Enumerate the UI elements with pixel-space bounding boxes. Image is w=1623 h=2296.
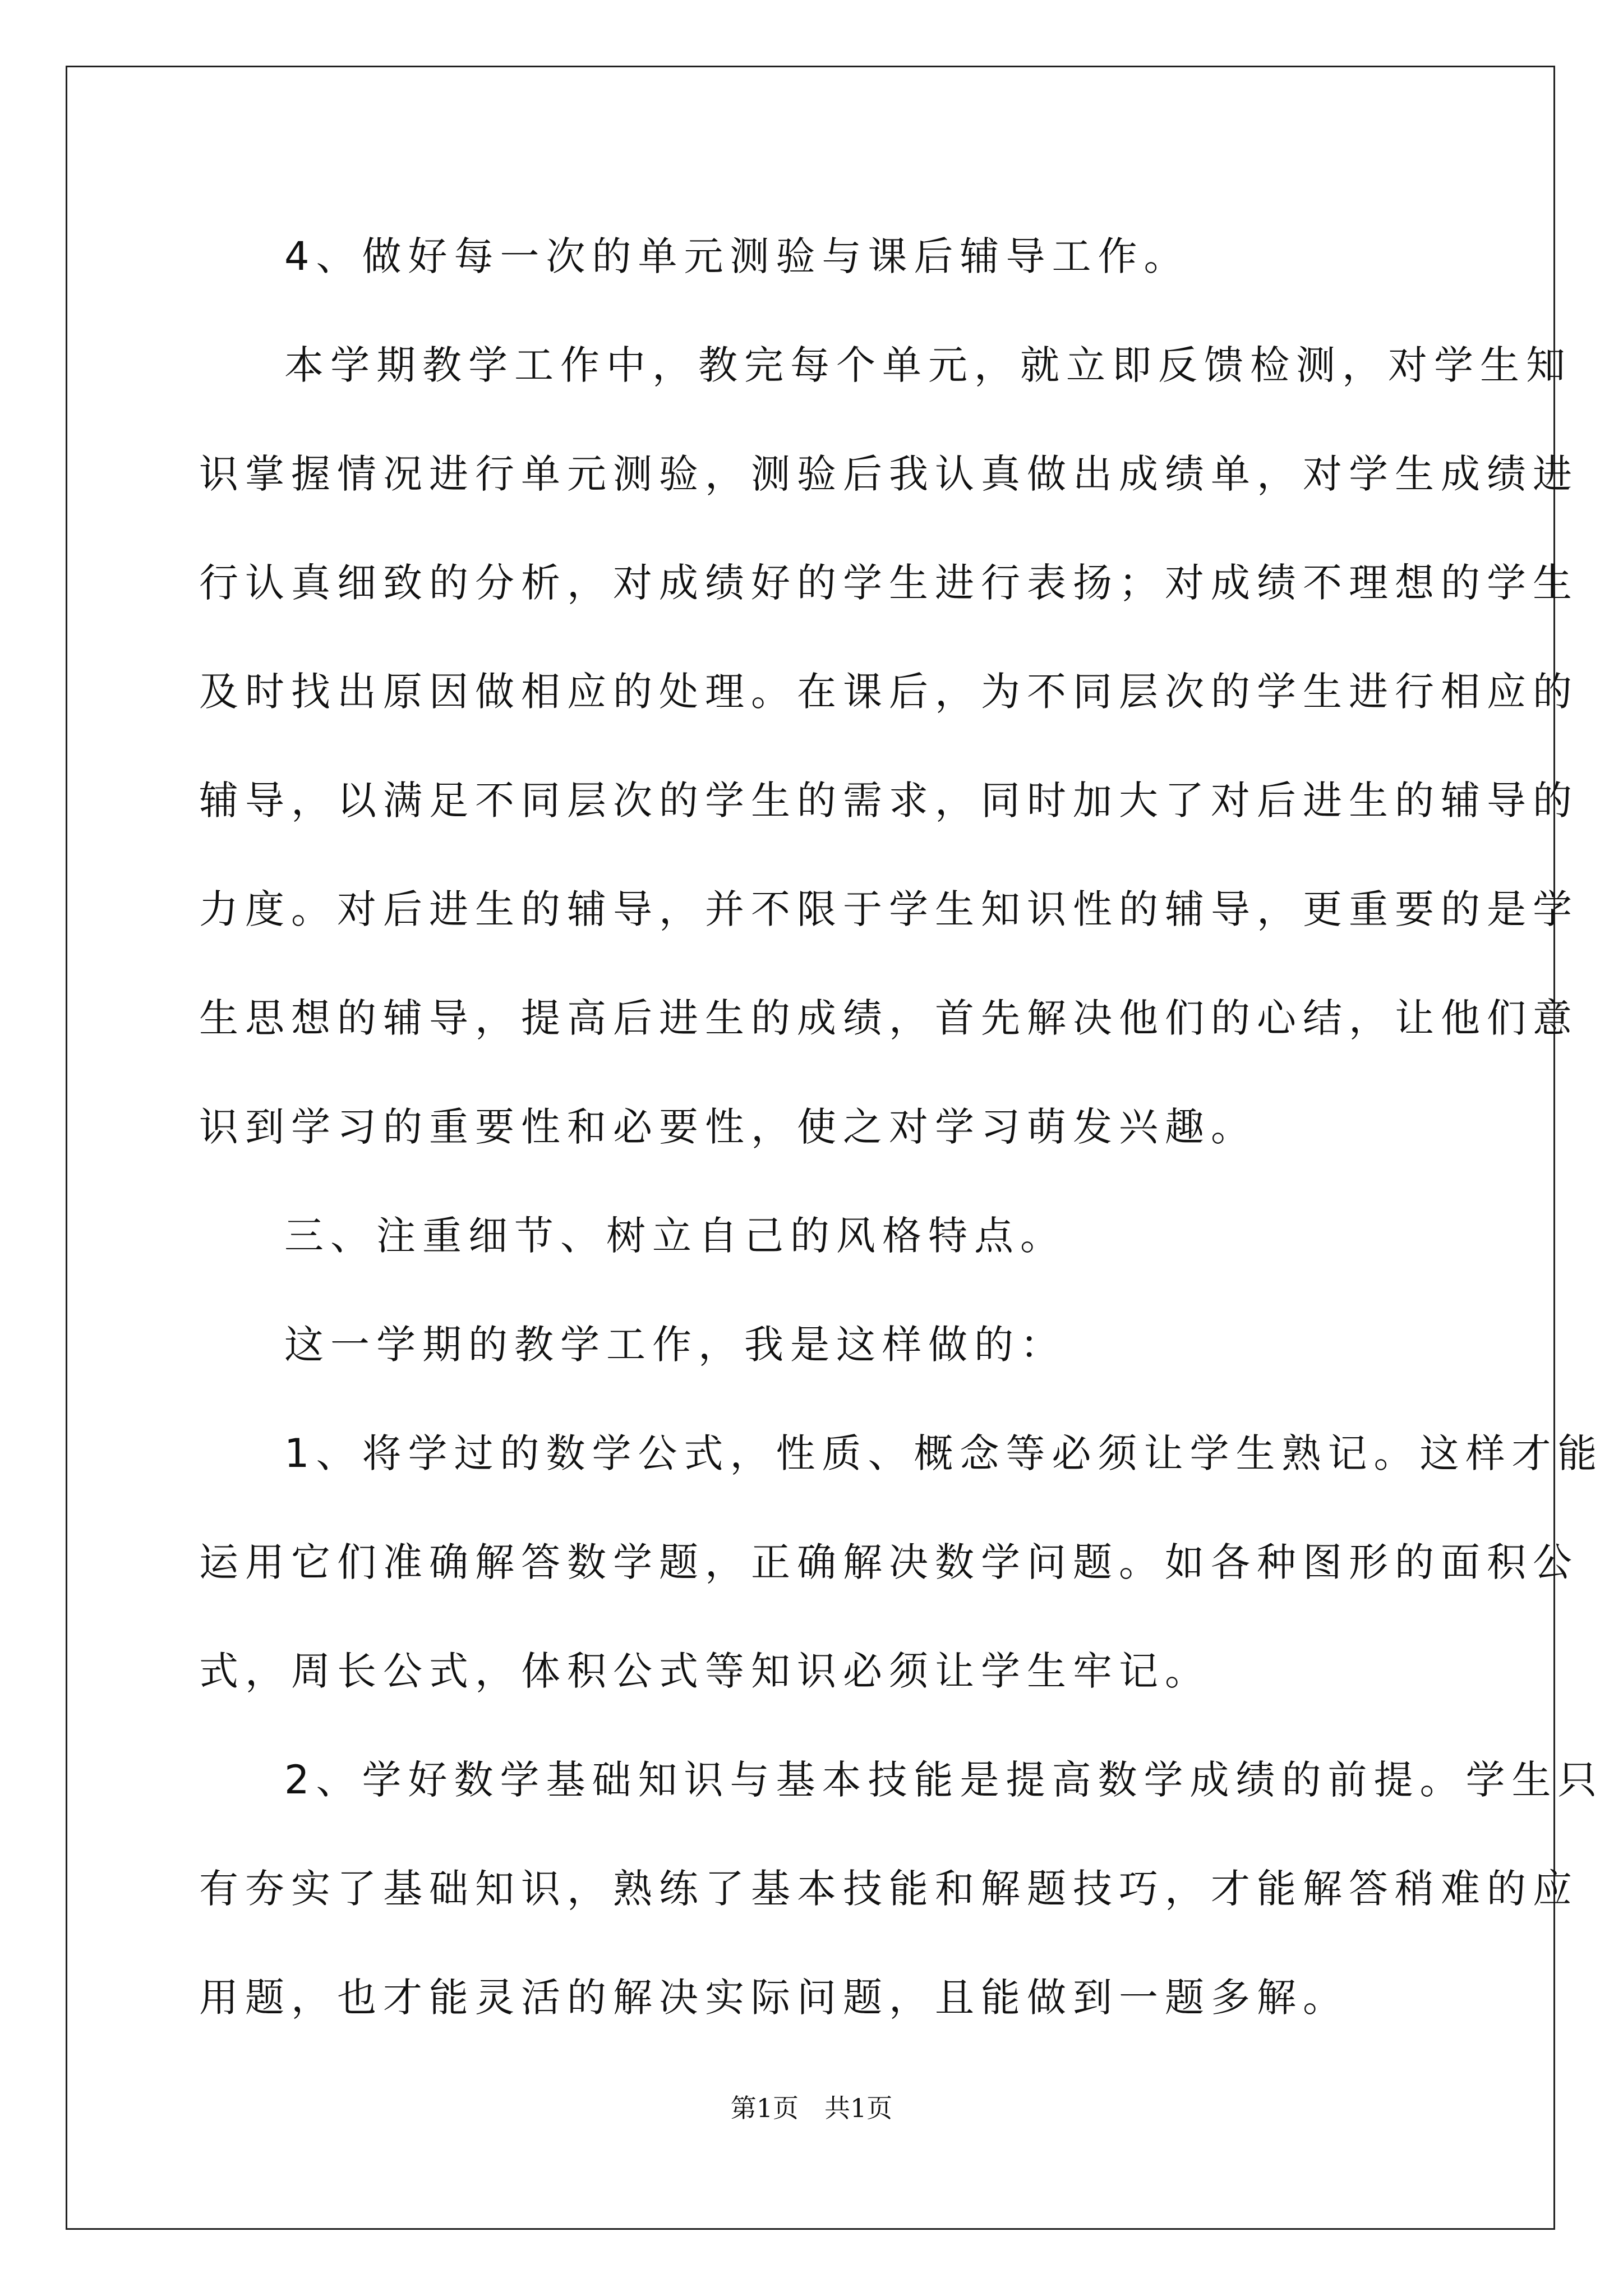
text-line: 识到学习的重要性和必要性，使之对学习萌发兴趣。 xyxy=(199,1104,1257,1150)
text-line: 识掌握情况进行单元测验，测验后我认真做出成绩单，对学生成绩进 xyxy=(199,451,1579,497)
text-line: 辅导，以满足不同层次的学生的需求，同时加大了对后进生的辅导的 xyxy=(199,777,1579,823)
text-line: 式，周长公式，体积公式等知识必须让学生牢记。 xyxy=(199,1648,1211,1694)
text-line: 4、做好每一次的单元测验与课后辅导工作。 xyxy=(284,233,1190,279)
text-line: 用题，也才能灵活的解决实际问题，且能做到一题多解。 xyxy=(199,1975,1349,2021)
text-line: 生思想的辅导，提高后进生的成绩，首先解决他们的心结，让他们意 xyxy=(199,995,1579,1041)
text-line: 1、将学过的数学公式，性质、概念等必须让学生熟记。这样才能 xyxy=(284,1430,1604,1476)
page-footer: 第1页 共1页 xyxy=(730,2093,893,2123)
text-line: 这一学期的教学工作，我是这样做的： xyxy=(284,1322,1066,1368)
text-line: 行认真细致的分析，对成绩好的学生进行表扬；对成绩不理想的学生 xyxy=(199,560,1579,606)
text-line: 2、学好数学基础知识与基本技能是提高数学成绩的前提。学生只 xyxy=(284,1757,1604,1803)
document-body xyxy=(199,202,1604,2052)
text-line: 本学期教学工作中，教完每个单元，就立即反馈检测，对学生知 xyxy=(284,342,1572,388)
section-heading: 三、注重细节、树立自己的风格特点。 xyxy=(284,1213,1066,1259)
text-line: 有夯实了基础知识，熟练了基本技能和解题技巧，才能解答稍难的应 xyxy=(199,1866,1579,1912)
text-line: 力度。对后进生的辅导，并不限于学生知识性的辅导，更重要的是学 xyxy=(199,886,1579,932)
text-line: 运用它们准确解答数学题，正确解决数学问题。如各种图形的面积公 xyxy=(199,1539,1579,1585)
text-line: 及时找出原因做相应的处理。在课后，为不同层次的学生进行相应的 xyxy=(199,669,1579,715)
